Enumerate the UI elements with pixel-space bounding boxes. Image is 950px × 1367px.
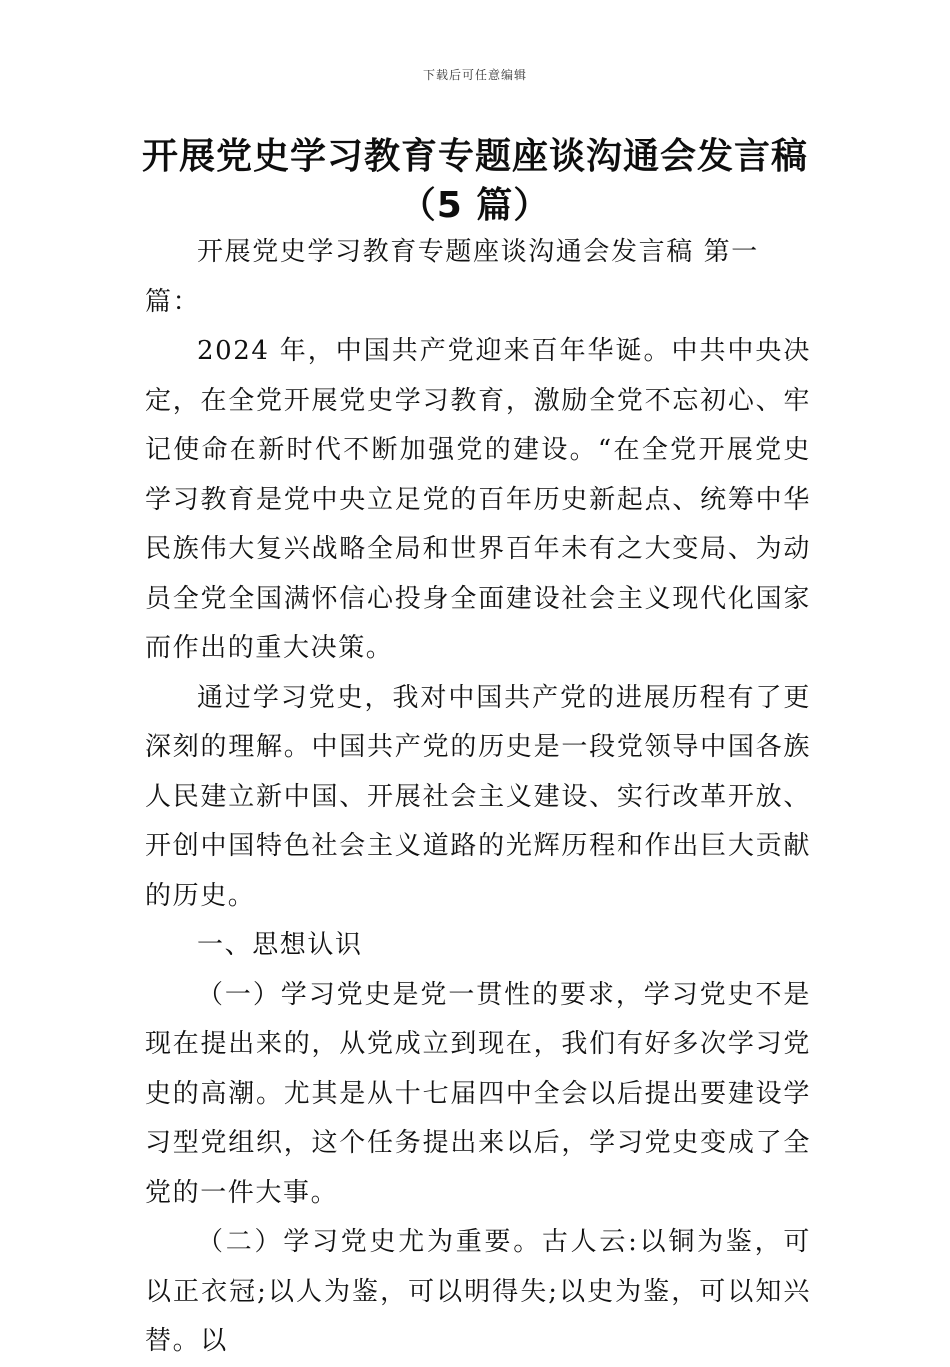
document-body xyxy=(145,228,811,1367)
point-paragraph: （一）学习党史是党一贯性的要求，学习党史不是现在提出来的，从党成立到现在，我们有好多次学习党史的高潮。尤其是从十七届四中全会以后提出要建设学习型党组织，这个任务提出来以后，学习党史变成了全党的一件大事。 xyxy=(145,979,811,1208)
document-title-line-1: 开展党史学习教育专题座谈沟通会发言稿 xyxy=(141,136,808,177)
header-note: 下载后可任意编辑 xyxy=(422,68,527,82)
document-title-line-2: （5 篇） xyxy=(399,185,551,226)
paragraph: 通过学习党史，我对中国共产党的进展历程有了更深刻的理解。中国共产党的历史是一段党领导中国各族人民建立新中国、开展社会主义建设、实行改革开放、开创中国特色社会主义道路的光辉历程和作出巨大贡献的历史。 xyxy=(145,682,811,911)
section-heading: 一、思想认识 xyxy=(197,930,363,960)
paragraph: 2024 年，中国共产党迎来百年华诞。中共中央决定，在全党开展党史学习教育，激励全党不忘初心、牢记使命在新时代不断加强党的建设。“在全党开展党史学习教育是党中央立足党的百年历史新起点、统筹中华民族伟大复兴战略全局和世界百年未有之大变局、为动员全党全国满怀信心投身全面建设社会主义现代化国家而作出的重大决策。 xyxy=(145,336,811,663)
point-paragraph: （二）学习党史尤为重要。古人云:以铜为鉴，可以正衣冠;以人为鉴，可以明得失;以史为鉴，可以知兴替。以 xyxy=(145,1227,811,1356)
section-subtitle: 开展党史学习教育专题座谈沟通会发言稿 第一篇： xyxy=(145,237,759,317)
